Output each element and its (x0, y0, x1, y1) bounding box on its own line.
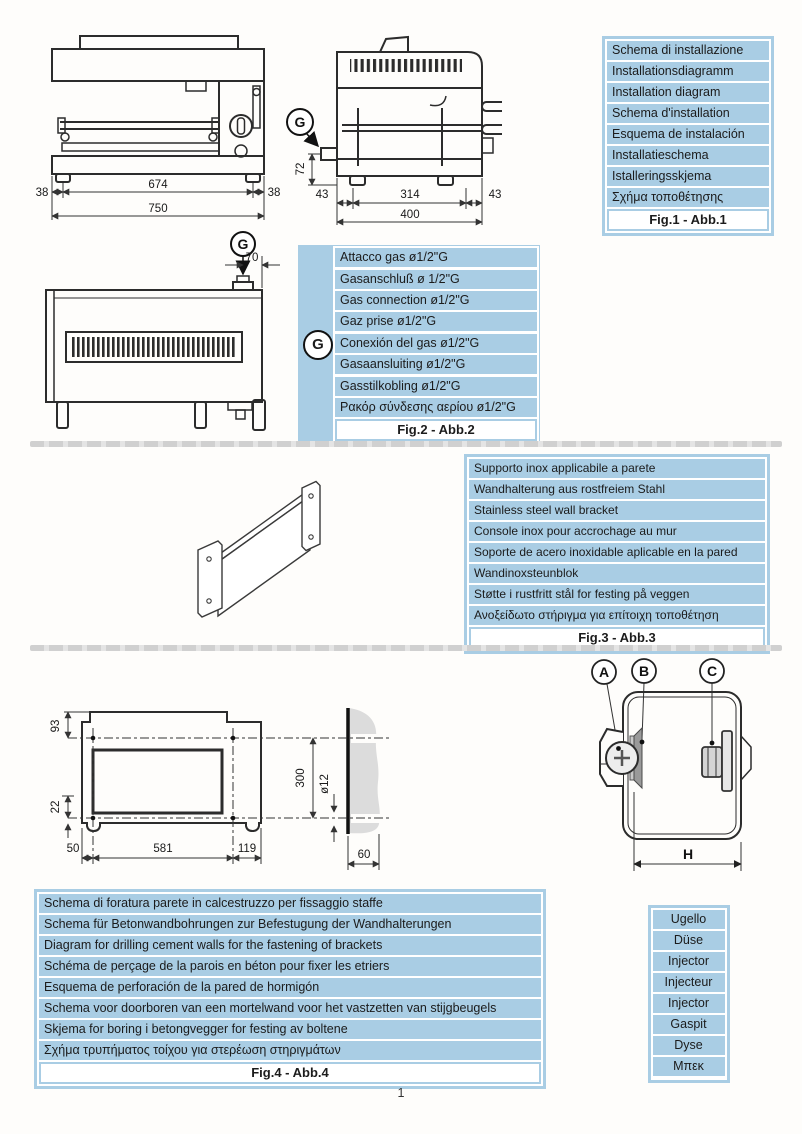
injector-label-no: Dyse (653, 1036, 725, 1055)
fig4-fastener-detail-drawing (576, 652, 802, 884)
fig2-label-gr: Ρακόρ σύνδεσης αερίου ø1/2"G (335, 398, 537, 417)
dim-front-span: 674 (148, 179, 168, 191)
fig4-label-block (34, 889, 546, 1089)
dim-front-right: 38 (267, 187, 281, 199)
fig1-label-fr: Schema d'installation (607, 104, 769, 123)
fig4-label-gr: Σχήμα τρυπήματος τοίχου για στερέωση στηριγμάτων (39, 1041, 541, 1060)
dim-drill-span: 581 (153, 843, 173, 855)
injector-label-de: Düse (653, 931, 725, 950)
injector-label-fr: Injecteur (653, 973, 725, 992)
fig4-label-it: Schema di foratura parete in calcestruzzo per fissaggio staffe (39, 894, 541, 913)
fig2-label-nl: Gasaansluiting ø1/2"G (335, 355, 537, 374)
fig1-side-view-drawing (280, 26, 502, 230)
fig2-label-es: Conexión del gas ø1/2"G (335, 334, 537, 353)
fig1-label-no: Istalleringsskjema (607, 167, 769, 186)
fig3-caption: Fig.3 - Abb.3 (469, 627, 765, 649)
dim-front-left: 38 (35, 187, 49, 199)
fig4-label-es: Esquema de perforación de la pared de hormigón (39, 978, 541, 997)
gas-connection-stub (233, 282, 253, 290)
gas-marker-label: G (237, 236, 249, 252)
dim-hole-diameter: ø12 (319, 774, 331, 794)
fig4-drilling-diagram (28, 686, 410, 884)
injector-label-en: Injector (653, 952, 725, 971)
gas-marker-label: G (294, 114, 306, 130)
fig3-label-gr: Ανοξείδωτο στήριγμα για επίτοιχη τοποθέτηση (469, 606, 765, 625)
section-divider (30, 441, 782, 447)
fig2-label-fr: Gaz prise ø1/2"G (335, 312, 537, 331)
injector-label-it: Ugello (653, 910, 725, 929)
drill-hole (91, 736, 96, 741)
gas-marker-circle: G (303, 330, 333, 360)
fig1-label-nl: Installatieschema (607, 146, 769, 165)
dim-wall-thickness: 60 (357, 849, 371, 861)
fig3-label-it: Supporto inox applicabile a parete (469, 459, 765, 478)
fig3-label-no: Støtte i rustfritt stål for festing på veggen (469, 585, 765, 604)
marker-c-label: C (706, 663, 718, 679)
fig3-wall-bracket-drawing (182, 460, 357, 625)
dim-side-right: 43 (488, 189, 502, 201)
dim-drill-lower: 22 (50, 800, 62, 814)
fig1-label-es: Esquema de instalación (607, 125, 769, 144)
fig2-label-de: Gasanschluß ø 1/2"G (335, 270, 537, 289)
injector-label-nl: Gaspit (653, 1015, 725, 1034)
fig1-caption: Fig.1 - Abb.1 (607, 209, 769, 231)
fig2-label-en: Gas connection ø1/2"G (335, 291, 537, 310)
marker-a-label: A (598, 664, 610, 680)
injector-label-es: Injector (653, 994, 725, 1013)
vent-slots (350, 59, 462, 72)
fig2-label-it: Attacco gas ø1/2"G (335, 248, 537, 267)
fig1-label-en: Installation diagram (607, 83, 769, 102)
fig3-label-fr: Console inox pour accrochage au mur (469, 522, 765, 541)
handle-upper (482, 102, 502, 111)
dim-side-left: 43 (315, 189, 329, 201)
injector-label-gr: Μπεκ (653, 1057, 725, 1076)
fig3-label-nl: Wandinoxsteunblok (469, 564, 765, 583)
fig2-label-no: Gasstilkobling ø1/2"G (335, 377, 537, 396)
fig4-label-de: Schema für Betonwandbohrungen zur Befestugung der Wandhalterungen (39, 915, 541, 934)
dim-drill-top: 93 (50, 719, 62, 733)
fig4-label-en: Diagram for drilling cement walls for the fastening of brackets (39, 936, 541, 955)
fig1-label-block (602, 36, 774, 236)
fig1-label-gr: Σχήμα τοποθέτησης (607, 188, 769, 207)
fig3-label-en: Stainless steel wall bracket (469, 501, 765, 520)
gas-inlet-stub (321, 148, 337, 160)
fig1-label-it: Schema di installazione (607, 41, 769, 60)
fig2-label-block (298, 245, 540, 444)
drill-hole (231, 816, 236, 821)
handle-lower (482, 125, 502, 134)
fig2-caption: Fig.2 - Abb.2 (335, 419, 537, 441)
drill-hole (231, 736, 236, 741)
fig4-label-fr: Schéma de perçage de la parois en béton pour fixer les etriers (39, 957, 541, 976)
injector-label-block (648, 905, 730, 1083)
dim-side-total: 400 (400, 209, 420, 221)
fig4-label-nl: Schema voor doorboren van een mortelwand voor het vastzetten van stijgbeugels (39, 999, 541, 1018)
fig4-caption: Fig.4 - Abb.4 (39, 1062, 541, 1084)
marker-b-label: B (638, 663, 650, 679)
dim-gas-offset: 70 (245, 252, 259, 264)
dim-bracket-width: H (682, 846, 694, 862)
dim-drill-right: 119 (237, 843, 257, 855)
drill-hole (91, 816, 96, 821)
fig3-label-de: Wandhalterung aus rostfreiem Stahl (469, 480, 765, 499)
fig3-label-es: Soporte de acero inoxidable aplicable en la pared (469, 543, 765, 562)
fig3-label-block (464, 454, 770, 654)
section-divider (30, 645, 782, 651)
fig1-label-de: Installationsdiagramm (607, 62, 769, 81)
page-number: 1 (397, 1086, 405, 1100)
fig2-rear-view-drawing (32, 228, 294, 434)
nut-part-c (702, 747, 722, 777)
dim-side-span: 314 (400, 189, 420, 201)
dim-drill-left: 50 (66, 843, 80, 855)
fig1-front-view-drawing (34, 26, 286, 228)
dim-drill-height: 300 (295, 768, 307, 788)
dim-front-total: 750 (148, 203, 168, 215)
dim-side-height: 72 (295, 162, 307, 176)
fig4-label-no: Skjema for boring i betongvegger for festing av boltene (39, 1020, 541, 1039)
